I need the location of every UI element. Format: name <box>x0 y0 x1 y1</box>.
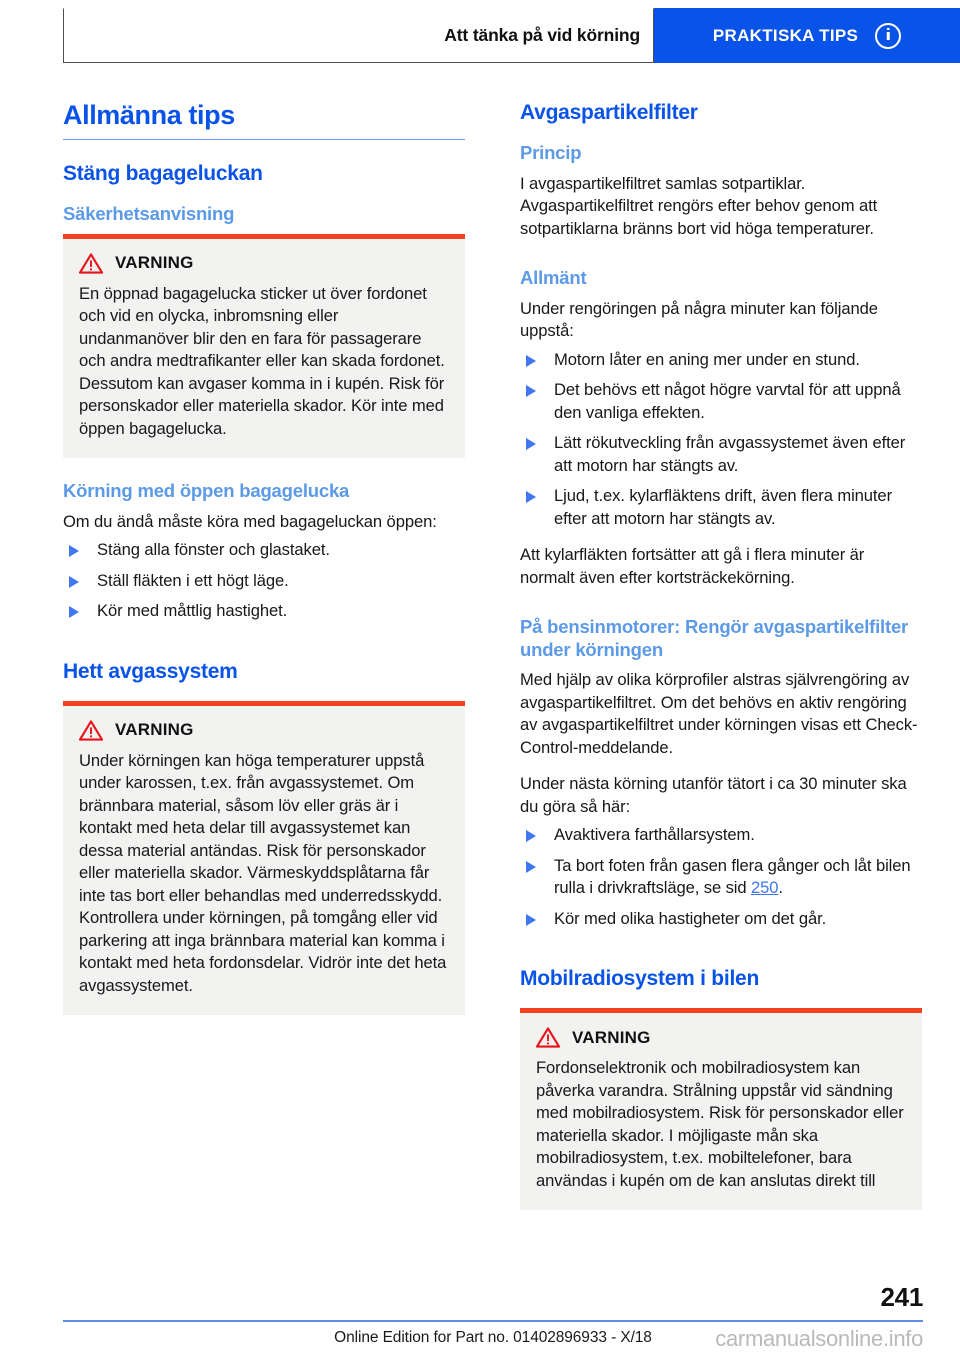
warning-text: Fordonselektronik och mobilradiosystem kan påverka varandra. Strålning uppstår vid sändning med mobilradiosystem. Risk för personskador eller materiella skador. I möjligaste mån ska mobilradiosystem, t.ex. mobiltelefoner, bara användas i kupén om de kan anslutas direkt till <box>536 1058 904 1190</box>
heading-mobilradiosystem: Mobilradiosystem i bilen <box>520 967 760 991</box>
heading-allmant: Allmänt <box>520 267 587 289</box>
list-rengoring-steps <box>520 824 922 930</box>
right-column <box>520 100 922 1232</box>
list-item-label: Stäng alla fönster och glastaket. <box>97 540 330 560</box>
list-item <box>520 349 922 371</box>
triangle-bullet-icon <box>526 491 536 503</box>
list-item-label: Avaktivera farthållarsystem. <box>554 825 755 845</box>
heading-pa-bensinmotorer: På bensinmotorer: Rengör avgaspartikelfilter under körningen <box>520 616 909 660</box>
heading-stang-bagageluckan: Stäng bagageluckan <box>63 161 263 185</box>
warning-header <box>79 720 449 741</box>
page-columns <box>63 100 923 1232</box>
triangle-bullet-icon <box>69 606 79 618</box>
list-item-label: Ställ fläkten i ett högt läge. <box>97 570 289 590</box>
list-item <box>520 432 922 477</box>
warning-box-1 <box>63 234 465 458</box>
warning-title: VARNING <box>572 1027 651 1047</box>
watermark-text: carmanualsonline.info <box>715 1326 923 1351</box>
spacer <box>520 944 922 966</box>
triangle-bullet-icon <box>69 576 79 588</box>
list-item <box>63 600 465 622</box>
warning-box-2 <box>63 701 465 1015</box>
list-item <box>63 539 465 561</box>
warning-title: VARNING <box>115 720 194 740</box>
paragraph-nasta-korning: Under nästa körning utanför tätort i ca 30 minuter ska du göra så här: <box>520 774 907 816</box>
footer-divider <box>63 1320 923 1322</box>
warning-triangle-icon <box>536 1027 560 1048</box>
page-footer <box>63 1282 923 1362</box>
info-icon <box>875 23 901 49</box>
page-number: 241 <box>880 1282 923 1312</box>
warning-header <box>536 1027 906 1048</box>
heading-sakerhetsanvisning: Säkerhetsanvisning <box>63 203 235 225</box>
paragraph-korning-intro: Om du ändå måste köra med bagageluckan öppen: <box>63 511 437 531</box>
list-korning-steps <box>63 539 465 622</box>
warning-text: En öppnad bagagelucka sticker ut över fordonet och vid en olycka, inbromsning eller undanmanöver blir den en fara för passagerare och andra medtrafikanter eller kan skada fordonet. Dessutom kan avgaser komma in i kupén. Risk för personskador eller materiella skador. Kör inte med öppen bagagelucka. <box>79 283 445 438</box>
list-allmant-effects <box>520 349 922 530</box>
header-section-label: PRAKTISKA TIPS <box>712 25 859 45</box>
triangle-bullet-icon <box>526 438 536 450</box>
heading-korning-med-oppen-bagagelucka: Körning med öppen bagagelucka <box>63 480 350 501</box>
paragraph-allmant-intro: Under rengöringen på några minuter kan följande uppstå: <box>520 298 878 341</box>
list-item-label: Det behövs ett något högre varvtal för att uppnå den vanliga effekten. <box>554 380 901 422</box>
warning-triangle-icon <box>79 720 103 741</box>
page-title: Allmänna tips <box>63 100 235 130</box>
list-item-text-post: . <box>778 878 783 898</box>
warning-header <box>79 253 449 274</box>
list-item-text-pre: Ta bort foten från gasen flera gånger och låt bilen rulla i drivkraftsläge, se sid <box>554 855 911 898</box>
triangle-bullet-icon <box>526 830 536 842</box>
warning-triangle-icon <box>79 253 103 274</box>
section-title-group <box>63 100 465 140</box>
list-item-label: Kör med måttlig hastighet. <box>97 601 288 621</box>
list-item-label: Lätt rökutveckling från avgassystemet även efter att motorn har stängts av. <box>554 433 906 475</box>
spacer <box>520 603 922 616</box>
triangle-bullet-icon <box>526 355 536 367</box>
list-item <box>520 824 922 846</box>
list-item <box>520 908 922 930</box>
triangle-bullet-icon <box>526 385 536 397</box>
warning-text: Under körningen kan höga temperaturer uppstå under karossen, t.ex. från avgassystemet. Om brännbara material, såsom löv eller gräs är i kontakt med heta delar till avgassystemet kan dessa material antändas. Risk för personskador eller materiella skador. Värmeskyddsplåtarna får inte tas bort eller behandlas med underredsskydd. Kontrollera under körningen, på tomgång eller vid parkering att inga brännbara material kan komma i kontakt med heta fordonsdelar. Vidrör inte det heta avgassystemet. <box>79 750 447 995</box>
spacer <box>63 637 465 659</box>
paragraph-kylarflakten: Att kylarfläkten fortsätter att gå i flera minuter är normalt även efter kortsträckekörning. <box>520 545 865 587</box>
spacer <box>520 254 922 267</box>
list-item-label: Kör med olika hastigheter om det går. <box>554 908 827 928</box>
paragraph-sjalvrengoring: Med hjälp av olika körprofiler alstras självrengöring av avgaspartikelfiltret. Om det behövs en aktiv rengöring av avgaspartikelfiltret under körningen visas ett Check-Control-meddelande. <box>520 670 918 757</box>
heading-princip: Princip <box>520 142 582 164</box>
left-column <box>63 100 465 1232</box>
heading-hett-avgassystem: Hett avgassystem <box>63 659 238 683</box>
list-item <box>520 379 922 424</box>
warning-box-3 <box>520 1008 922 1210</box>
list-item <box>520 855 922 900</box>
header-section-tab[interactable] <box>654 8 960 63</box>
list-item-label: Motorn låter en aning mer under en stund. <box>554 349 860 369</box>
list-item-label: Ljud, t.ex. kylarfläktens drift, även flera minuter efter att motorn har stängts av. <box>554 486 892 528</box>
page-reference-link[interactable]: 250 <box>751 878 779 898</box>
list-item <box>520 485 922 530</box>
header-chapter-box <box>63 8 654 63</box>
triangle-bullet-icon <box>526 914 536 926</box>
paragraph-princip: I avgaspartikelfiltret samlas sotpartiklar. Avgaspartikelfiltret rengörs efter behov genom att sotpartiklarna bränns bort vid höga temperaturer. <box>520 173 878 238</box>
header-chapter-label: Att tänka på vid körning <box>444 25 640 45</box>
warning-title: VARNING <box>115 253 194 273</box>
heading-avgaspartikelfilter: Avgaspartikelfilter <box>520 101 698 124</box>
list-item <box>63 570 465 592</box>
triangle-bullet-icon <box>69 545 79 557</box>
footer-edition-note: Online Edition for Part no. 01402896933 - X/18 <box>334 1329 652 1346</box>
triangle-bullet-icon <box>526 861 536 873</box>
page-header <box>63 8 960 63</box>
